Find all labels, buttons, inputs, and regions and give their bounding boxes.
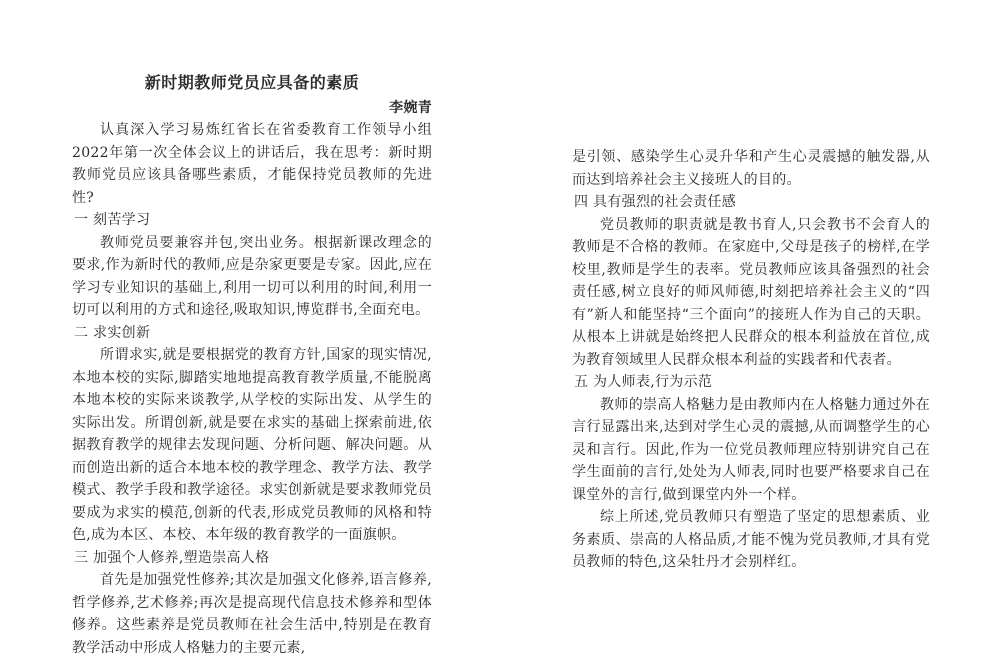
- intro-paragraph: 认真深入学习易炼红省长在省委教育工作领导小组2022年第一次全体会议上的讲话后，我在思考：新时期教师党员应该具备哪些素质，才能保持党员教师的先进性?: [72, 122, 432, 206]
- section-heading-4: 四 具有强烈的社会责任感: [574, 194, 737, 210]
- document-title: 新时期教师党员应具备的素质: [144, 73, 360, 92]
- section-3-continuation: 是引领、感染学生心灵升华和产生心灵震撼的触发器,从而达到培养社会主义接班人的目的。: [572, 149, 930, 188]
- section-3-paragraph: 首先是加强党性修养;其次是加强文化修养,语言修养,哲学修养,艺术修养;再次是提高现代信息技术修养和型体修养。这些素养是党员教师在社会生活中,特别是在教育教学活动中形成人格魅力的主要元素,: [72, 572, 432, 656]
- section-2-paragraph: 所谓求实,就是要根据党的教育方针,国家的现实情况,本地本校的实际,脚踏实地地提高教育教学质量,不能脱离本地本校的实际来谈教学,从学校的实际出发、从学生的实际出发。所谓创新,就是要在求实的基础上探索前进,依据教育教学的规律去发现问题、分析问题、解决问题。从而创造出新的适合本地本校的教学理念、教学方法、教学模式、教学手段和教学途径。求实创新就是要求教师党员要成为求实的模范,创新的代表,形成党员教师的风格和特色,成为本区、本校、本年级的教育教学的一面旗帜。: [72, 347, 432, 543]
- right-column: [572, 146, 930, 574]
- conclusion-paragraph: 综上所述,党员教师只有塑造了坚定的思想素质、业务素质、崇高的人格品质,才能不愧为党员教师,才具有党员教师的特色,这朵牡丹才会别样红。: [572, 509, 930, 570]
- section-1-paragraph: 教师党员要兼容并包,突出业务。根据新课改理念的要求,作为新时代的教师,应是杂家更要是专家。因此,应在学习专业知识的基础上,利用一切可以利用的时间,利用一切可以利用的方式和途径,吸取知识,博览群书,全面充电。: [72, 234, 432, 318]
- section-4-paragraph: 党员教师的职责就是教书育人,只会教书不会育人的教师是不合格的教师。在家庭中,父母是孩子的榜样,在学校里,教师是学生的表率。党员教师应该具备强烈的社会责任感,树立良好的师风师德,时刻把培养社会主义的“四有”新人和能坚持“三个面向”的接班人作为自己的天职。从根本上讲就是始终把人民群众的根本利益放在首位,成为教育领域里人民群众根本利益的实践者和代表者。: [572, 216, 930, 368]
- section-heading-3: 三 加强个人修养,塑造崇高人格: [74, 549, 270, 566]
- author-name: 李婉青: [389, 99, 432, 116]
- section-heading-5: 五 为人师表,行为示范: [574, 374, 713, 390]
- section-heading-2: 二 求实创新: [74, 324, 151, 341]
- left-column: [72, 64, 432, 659]
- section-heading-1: 一 刻苦学习: [74, 212, 151, 228]
- section-5-paragraph: 教师的崇高人格魅力是由教师内在人格魅力通过外在言行显露出来,达到对学生心灵的震撼,从而调整学生的心灵和言行。因此,作为一位党员教师理应特别讲究自己在学生面前的言行,处处为人师表,同时也要严格要求自己在课堂外的言行,做到课堂内外一个样。: [572, 396, 930, 503]
